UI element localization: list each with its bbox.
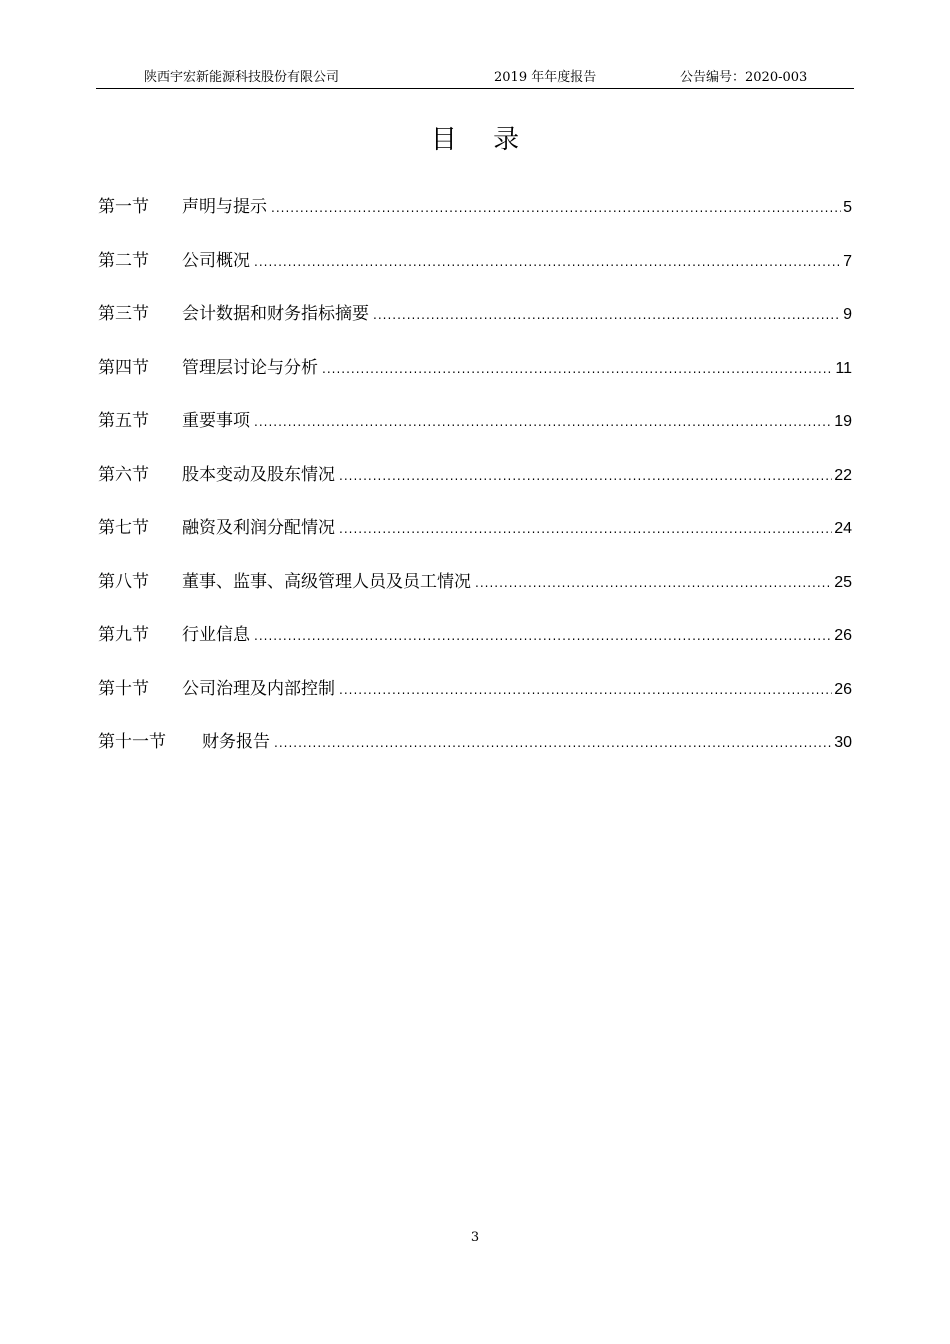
toc-dot-leader [475,564,832,602]
toc-item[interactable] [98,563,852,617]
toc-section-number: 第十节 [98,678,149,699]
toc-dot-leader [254,617,832,655]
toc-page-number: 30 [834,734,852,751]
toc-dot-leader [339,457,832,495]
toc-dot-leader [322,350,833,388]
toc-page-number: 7 [843,252,852,270]
page-number: 3 [470,1230,480,1245]
toc-section-number: 第七节 [98,518,149,538]
table-of-contents [98,188,852,777]
toc-section-title: 财务报告 [202,732,270,752]
toc-section-number: 第四节 [98,357,149,378]
toc-item[interactable] [98,242,852,296]
toc-dot-leader [274,724,832,762]
toc-page-number: 5 [843,199,852,216]
toc-item[interactable] [98,295,852,349]
toc-dot-leader [373,296,841,334]
toc-dot-leader [254,403,832,441]
toc-section-title: 融资及利润分配情况 [182,518,335,538]
toc-page-number: 9 [843,306,852,323]
toc-dot-leader [254,243,841,281]
toc-section-title: 公司概况 [182,250,250,271]
header-company: 陕西宇宏新能源科技股份有限公司 [144,70,340,85]
toc-item[interactable] [98,402,852,456]
toc-section-title: 董事、监事、高级管理人员及员工情况 [182,571,471,592]
page-header [96,68,854,88]
toc-item[interactable] [98,509,852,563]
toc-page-number: 26 [834,627,852,644]
toc-page-number: 24 [834,520,852,537]
toc-section-number: 第三节 [98,304,149,324]
toc-section-number: 第二节 [98,250,149,271]
toc-section-title: 股本变动及股东情况 [182,464,335,485]
header-announcement-number: 公告编号：2020-003 [680,70,808,85]
toc-section-number: 第一节 [98,197,149,217]
toc-page-number: 26 [834,680,852,698]
toc-section-number: 第六节 [98,464,149,485]
toc-item[interactable] [98,188,852,242]
toc-item[interactable] [98,616,852,670]
toc-section-title: 管理层讨论与分析 [182,357,318,378]
toc-section-number: 第九节 [98,625,149,645]
toc-item[interactable] [98,670,852,724]
toc-section-title: 声明与提示 [182,197,267,217]
toc-section-title: 会计数据和财务指标摘要 [182,304,369,324]
toc-item[interactable] [98,349,852,403]
toc-section-title: 行业信息 [182,625,250,645]
toc-title: 目 录 [430,125,534,155]
toc-section-title: 公司治理及内部控制 [182,678,335,699]
header-report-title: 2019 年年度报告 [494,70,597,85]
toc-dot-leader [339,510,832,548]
toc-item[interactable] [98,723,852,777]
toc-page-number: 11 [835,359,852,377]
toc-page-number: 19 [834,413,852,430]
toc-item[interactable] [98,456,852,510]
toc-page-number: 25 [834,573,852,591]
toc-page-number: 22 [834,466,852,484]
toc-dot-leader [339,671,832,709]
toc-section-number: 第五节 [98,411,149,431]
toc-section-number: 第八节 [98,571,149,592]
toc-section-title: 重要事项 [182,411,250,431]
header-divider [96,88,854,89]
toc-dot-leader [271,189,841,227]
toc-section-number: 第十一节 [98,732,166,752]
